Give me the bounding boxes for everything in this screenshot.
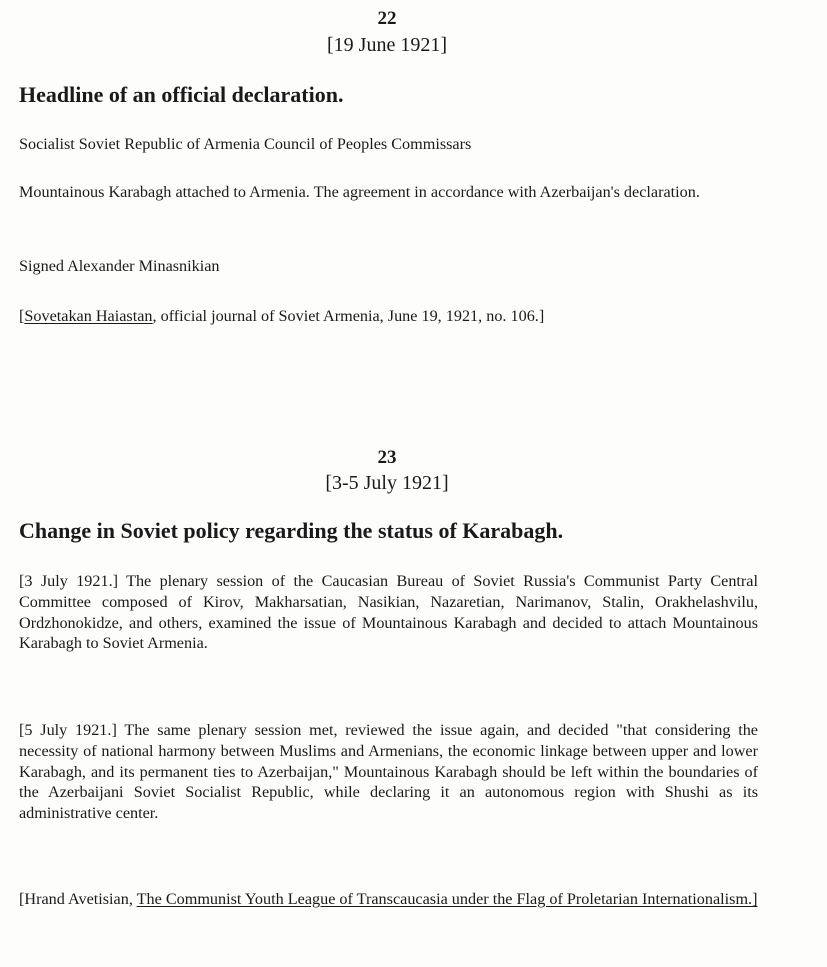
council-line: Socialist Soviet Republic of Armenia Council of Peoples Commissars [19, 135, 472, 153]
declaration-text: Mountainous Karabagh attached to Armenia. The agreement in accordance with Azerbaijan's declaration. [19, 183, 700, 201]
paragraph-3-july: [3 July 1921.] The plenary session of the Caucasian Bureau of Soviet Russia's Communist Party Central Committee composed of Kirov, Makharsatian, Nasikian, Nazaretian, Narimanov, Stalin, Orakhelashvilu, Ordzhonokidze, and others, examined the issue of Mountainous Karabagh and decided to attach Mountainous Karabagh to Soviet Armenia. [19, 572, 758, 653]
headline-23: Change in Soviet policy regarding the status of Karabagh. [19, 518, 564, 543]
citation-author: [Hrand Avetisian, [19, 890, 137, 908]
entry-date-22: [19 June 1921] [327, 34, 447, 56]
signature-line: Signed Alexander Minasnikian [19, 257, 220, 275]
citation-bracket: [ [19, 307, 25, 325]
paragraph-5-july: [5 July 1921.] The same plenary session met, reviewed the issue again, and decided "that considering the necessity of national harmony between Muslims and Armenians, the economic linkage between upper and lower Karabagh, and its permanent ties to Azerbaijan," Mountainous Karabagh should be left within the boundaries of the Azerbaijani Soviet Socialist Republic, while declaring it an autonomous region with Shushi as its administrative center. [19, 721, 758, 823]
citation-details: , official journal of Soviet Armenia, June 19, 1921, no. 106.] [152, 307, 545, 325]
entry-date-23: [3-5 July 1921] [325, 472, 449, 494]
entry-number-22: 22 [377, 8, 397, 29]
entry-number-23: 23 [377, 447, 397, 468]
source-citation-22 [19, 306, 758, 327]
headline-22: Headline of an official declaration. [19, 82, 344, 107]
source-citation-23 [19, 889, 758, 910]
citation-title: Sovetakan Haiastan [24, 307, 153, 325]
citation-title: The Communist Youth League of Transcaucasia under the Flag of Proletarian Internationalism.] [136, 890, 758, 908]
